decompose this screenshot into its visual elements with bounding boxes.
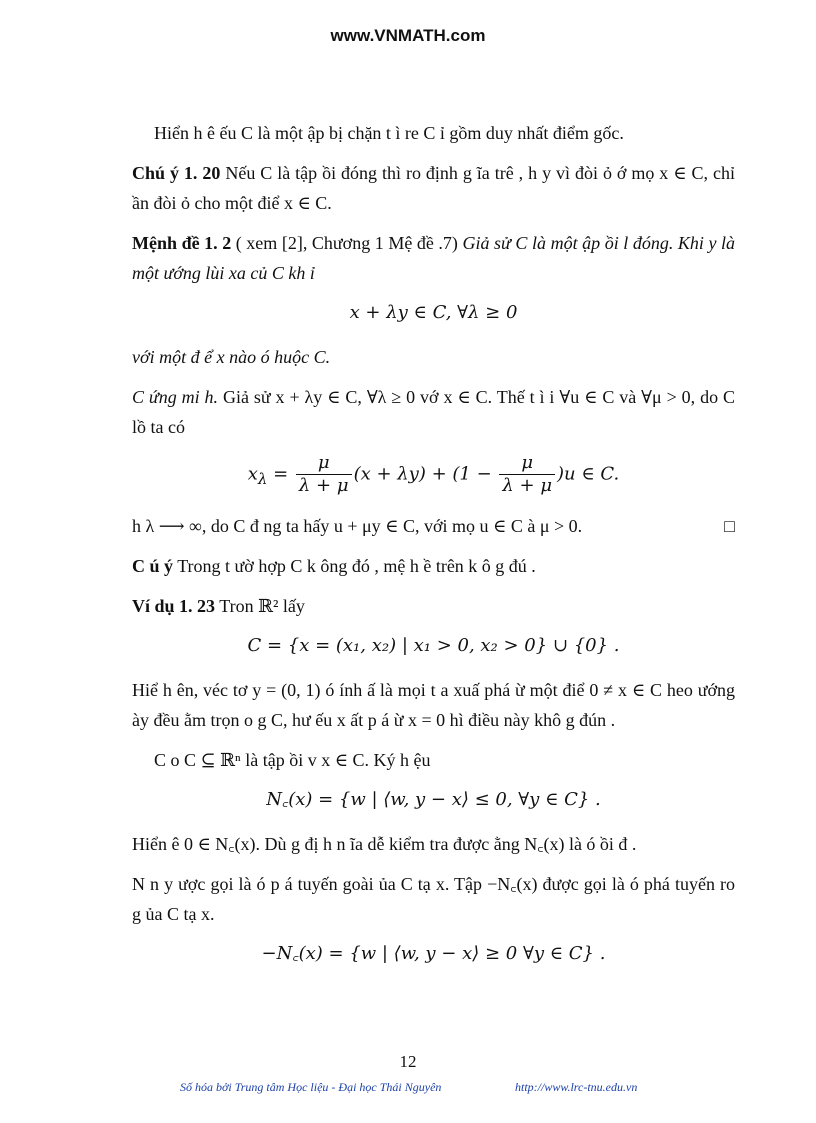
eq2-lhs: x <box>247 463 258 485</box>
remark-paragraph <box>132 551 735 581</box>
note-text: Nếu C là tập ồi đóng thì ro định g ĩa trê , h y vì đòi ỏ ớ mọ x ∈ C, chỉ ần đòi ỏ cho một điể x ∈ C. <box>132 163 735 213</box>
proof-label: C ứng mi h. <box>132 387 219 407</box>
proof-end-paragraph <box>132 511 735 541</box>
equation-1: x + λy ∈ C, ∀λ ≥ 0 <box>349 302 518 323</box>
eq2-end: )u ∈ C. <box>557 463 620 485</box>
example-text: Tron ℝ² lấy <box>215 596 305 616</box>
proof-text: Giả sử x + λy ∈ C, ∀λ ≥ 0 vớ x ∈ C. Thế t ì i ∀u ∈ C và ∀μ > 0, do C lồ ta có <box>132 387 735 437</box>
paragraph-intro: Hiển h ê ếu C là một ập bị chặn t ì re C ỉ gồm duy nhất điểm gốc. <box>154 123 624 143</box>
eq2-fraction-2 <box>499 452 555 497</box>
paragraph-after-example: Hiể h ên, véc tơ y = (0, 1) ó ính ấ là mọi t a xuấ phá ừ một điể 0 ≠ x ∈ C heo ướng ày đều ằm trọn o g C, hư ếu x ất p á ừ x = 0 hì điều này khô g đún . <box>132 680 735 730</box>
eq2-sub: λ <box>257 470 268 489</box>
eq2-den: λ + μ <box>298 475 349 496</box>
example-paragraph <box>132 591 735 621</box>
proof-paragraph <box>132 382 735 442</box>
equation-3: C = {x = (x₁, x₂) | x₁ > 0, x₂ > 0} ∪ {0} . <box>247 635 620 656</box>
page-number: 12 <box>399 1052 417 1071</box>
remark-label: C ú ý <box>132 556 174 576</box>
equation-5: −N꜀(x) = {w | ⟨w, y − x⟩ ≥ 0 ∀y ∈ C} . <box>261 943 606 964</box>
proposition-label: Mệnh đề 1. 2 <box>132 233 232 253</box>
eq2-num2: μ <box>499 452 555 475</box>
eq2-den2: λ + μ <box>502 475 553 496</box>
example-label: Ví dụ 1. 23 <box>132 596 216 616</box>
footer-url[interactable]: http://www.lrc-tnu.edu.vn <box>515 1080 638 1094</box>
proposition-text: Giả sử C là một ập ồi l đóng. Khi y là một ướng lùi xa củ C kh ỉ <box>132 233 735 283</box>
page-body <box>132 118 735 983</box>
qed-symbol: □ <box>724 516 735 536</box>
paragraph-named-cones: N n y ược gọi là ó p á tuyến goài ủa C tạ x. Tập −N꜀(x) được gọi là ó phá tuyến ro g ủa C tạ x. <box>132 874 735 924</box>
footer-left-text: Số hóa bởi Trung tâm Học liệu - Đại học Thái Nguyên <box>180 1080 442 1094</box>
proof-end-text: h λ ⟶ ∞, do C đ ng ta hấy u + μy ∈ C, với mọ u ∈ C à μ > 0. <box>132 516 583 536</box>
paragraph-definition: C o C ⊆ ℝⁿ là tập ồi v x ∈ C. Ký h ệu <box>154 750 431 770</box>
remark-text: Trong t ườ hợp C k ông đó , mệ h ề trên k ô g đú . <box>173 556 536 576</box>
equation-2 <box>132 452 735 497</box>
proposition-ref: ( xem [2], Chương 1 Mệ đề .7) <box>231 233 463 253</box>
note-label: Chú ý 1. 20 <box>132 163 221 183</box>
eq2-num: μ <box>296 452 352 475</box>
proposition-paragraph <box>132 228 735 288</box>
paragraph-observation: Hiển ê 0 ∈ N꜀(x). Dù g đị h n ĩa dễ kiểm tra được ằng N꜀(x) là ó ồi đ . <box>132 834 637 854</box>
proposition-end: với một đ ể x nào ó huộc C. <box>132 347 331 367</box>
equation-4: N꜀(x) = {w | ⟨w, y − x⟩ ≤ 0, ∀y ∈ C} . <box>266 789 601 810</box>
eq2-eq: = <box>267 463 294 485</box>
eq2-mid: (x + λy) + (1 − <box>353 463 498 485</box>
note-paragraph <box>132 158 735 218</box>
eq2-fraction-1 <box>296 452 352 497</box>
site-header: www.VNMATH.com <box>330 26 486 45</box>
